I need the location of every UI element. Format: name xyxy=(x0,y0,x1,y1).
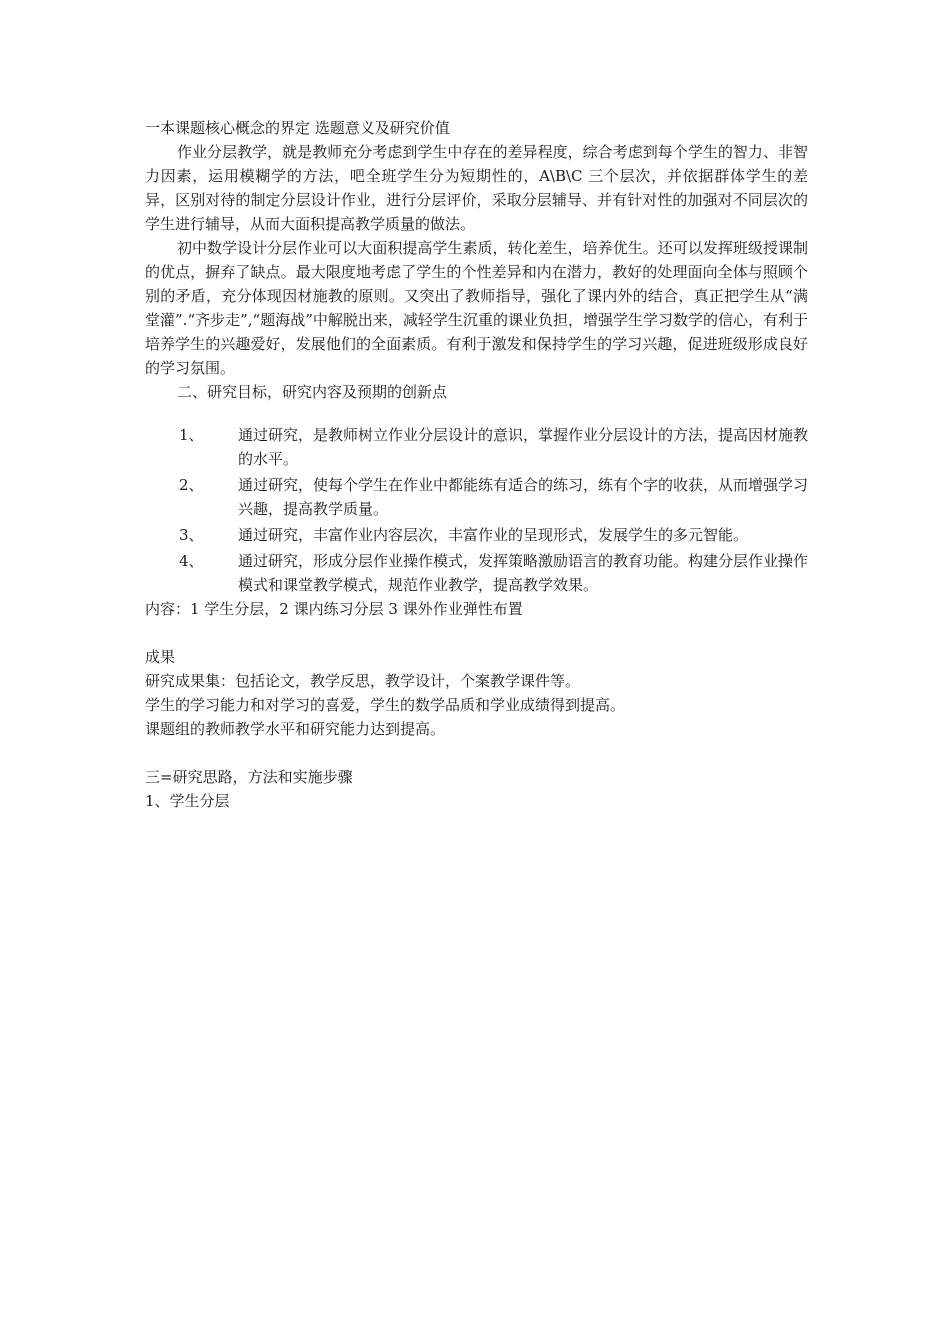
results-item: 学生的学习能力和对学习的喜爱，学生的数学品质和学业成绩得到提高。 xyxy=(145,696,626,714)
blank-line xyxy=(145,621,808,645)
goals-list-wrapper xyxy=(145,423,808,597)
goal-number: 3、 xyxy=(179,526,204,544)
results-item: 研究成果集：包括论文，教学反思，教学设计，个案教学课件等。 xyxy=(145,672,581,690)
section-heading-2: 二、研究目标，研究内容及预期的创新点 xyxy=(177,383,448,401)
research-content-line: 内容：1 学生分层，2 课内练习分层 3 课外作业弹性布置 xyxy=(145,600,523,618)
goal-number: 4、 xyxy=(179,552,204,570)
results-item: 课题组的教师教学水平和研究能力达到提高。 xyxy=(145,720,446,738)
goal-item xyxy=(145,473,808,521)
goal-item xyxy=(145,523,808,547)
section-heading-3: 三=研究思路，方法和实施步骤 xyxy=(145,768,353,786)
results-heading: 成果 xyxy=(145,648,176,666)
paragraph-significance: 初中数学设计分层作业可以大面积提高学生素质，转化差生，培养优生。还可以发挥班级授课制的优点，摒弃了缺点。最大限度地考虑了学生的个性差异和内在潜力，教好的处理面向全体与照顾个别的矛盾，充分体现因材施教的原则。又突出了教师指导，强化了课内外的结合，真正把学生从“满堂灌”.“齐步走”,“题海战”中解脱出来，减轻学生沉重的课业负担，增强学生学习数学的信心，有利于培养学生的兴趣爱好，发展他们的全面素质。有利于激发和保持学生的学习兴趣，促进班级形成良好的学习氛围。 xyxy=(145,239,808,377)
document-body xyxy=(145,116,808,813)
blank-line xyxy=(145,741,808,765)
goal-number: 1、 xyxy=(179,426,204,444)
goal-text: 通过研究，形成分层作业操作模式，发挥策略激励语言的教育功能。构建分层作业操作模式和课堂教学模式，规范作业教学，提高教学效果。 xyxy=(238,552,809,594)
paragraph-definition: 作业分层教学，就是教师充分考虑到学生中存在的差异程度，综合考虑到每个学生的智力、非智力因素，运用模糊学的方法，吧全班学生分为短期性的，A\B\C 三个层次，并依据群体学生的差异，区别对待的制定分层设计作业，进行分层评价，采取分层辅导、并有针对性的加强对不同层次的学生进行辅导，从而大面积提高教学质量的做法。 xyxy=(145,143,808,233)
goal-item xyxy=(145,549,808,597)
goal-text: 通过研究，丰富作业内容层次，丰富作业的呈现形式，发展学生的多元智能。 xyxy=(238,526,749,544)
goal-number: 2、 xyxy=(179,476,204,494)
goal-text: 通过研究，是教师树立作业分层设计的意识，掌握作业分层设计的方法，提高因材施教的水平。 xyxy=(238,426,809,468)
goals-list xyxy=(145,423,808,597)
goal-text: 通过研究，使每个学生在作业中都能练有适合的练习，练有个字的收获，从而增强学习兴趣，提高教学质量。 xyxy=(238,476,809,518)
goal-item xyxy=(145,423,808,471)
step-item: 1、学生分层 xyxy=(145,792,230,810)
section-heading-1: 一本课题核心概念的界定 选题意义及研究价值 xyxy=(145,119,450,137)
